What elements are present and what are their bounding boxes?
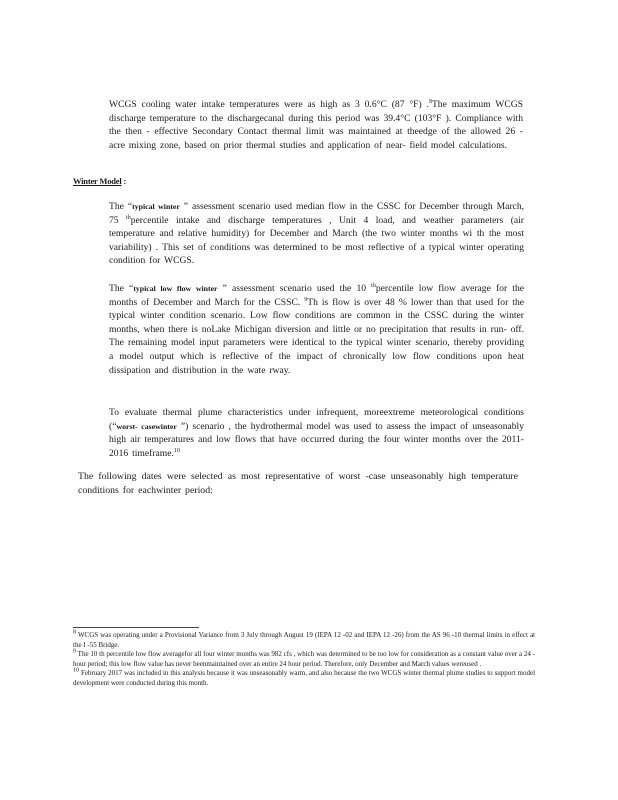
- paragraph-selected-dates: The following dates were selected as most representative of worst -case unseasonably high temperature conditions for eachwinter period:: [78, 471, 518, 496]
- list-item-worst-case-winter: To evaluate thermal plume characteristics under infrequent, moreextreme meteorological conditions (“worst- casewinter ”) scenario , the hydrothermal model was used to assess the impact of unseasonably high air temperatures and low flows that have occurred during the four winter months over the 2011-2016 timeframe.$^{10}$: [109, 407, 525, 459]
- footnote-ref-9: 9: [304, 296, 308, 303]
- list-item-typical-low-flow-winter: The “typical low flow winter ” assessment scenario used the 10 $^{th}$percentile low flow average for the months of December and March for the CSSC. $^9$Th is flow is over 48 % lower than that used for the typical winter condition scenario. Low flow conditions are common in the CSSC during the winter months, when there is noLake Michigan diversion and little or no precipitation that results in run- off. The remaining model input parameters were identical to the typical winter scenario, thereby providing a model output which is reflective of the impact of chronically low flow conditions upon heat dissipation and distribution in the wate rway.: [109, 282, 525, 376]
- section-heading-winter-model: Winter Model :: [73, 176, 127, 186]
- footnote-ref-8: 8: [428, 98, 432, 105]
- footnote-8: $^8$ WCGS was operating under a Provisional Variance from 3 July through August 19 (IEPA 12 -02 and IEPA 12 -26) from the AS 96 -10 thermal limits in effect at the I -55 Bridge.: [73, 629, 536, 649]
- footnotes: [73, 631, 535, 689]
- footnote-10: $^{10}$ February 2017 was included in this analysis because it was unseasonably warm, and also because the two WCGS winter thermal plume studies to support model development were conducted during this month.: [73, 668, 536, 687]
- footnote-divider: [73, 627, 199, 628]
- footnote-9: $^9$ The 10 th percentile low flow averagefor all four winter months was 982 cfs , which was determined to be too low for consideration as a constant value over a 24 -hour period; this low flow value has never beenmaintained over an entire 24 hour period. Therefore, only December and March values wereused .: [73, 648, 535, 668]
- footnote-ref-10: 10: [173, 447, 180, 454]
- paragraph-intake-temperatures: WCGS cooling water intake temperatures were as high as 3 0.6°C (87 °F) .$^8$The maximum WCGS discharge temperature to the dischargecanal during this period was 39.4°C (103°F ). Compliance with the then - effective Secondary Contact thermal limit was maintained at theedge of the allowed 26 -acre mixing zone, based on prior thermal studies and application of near- field model calculations.: [109, 98, 523, 151]
- list-item-typical-winter: The “typical winter ” assessment scenario used median flow in the CSSC for December through March, 75 $^{th}$percentile intake and discharge temperatures , Unit 4 load, and weather parameters (air temperature and relative humidity) for December and March (the two winter months wi th the most variability) . This set of conditions was determined to be most reflective of a typical winter operating condition for WCGS.: [109, 201, 525, 267]
